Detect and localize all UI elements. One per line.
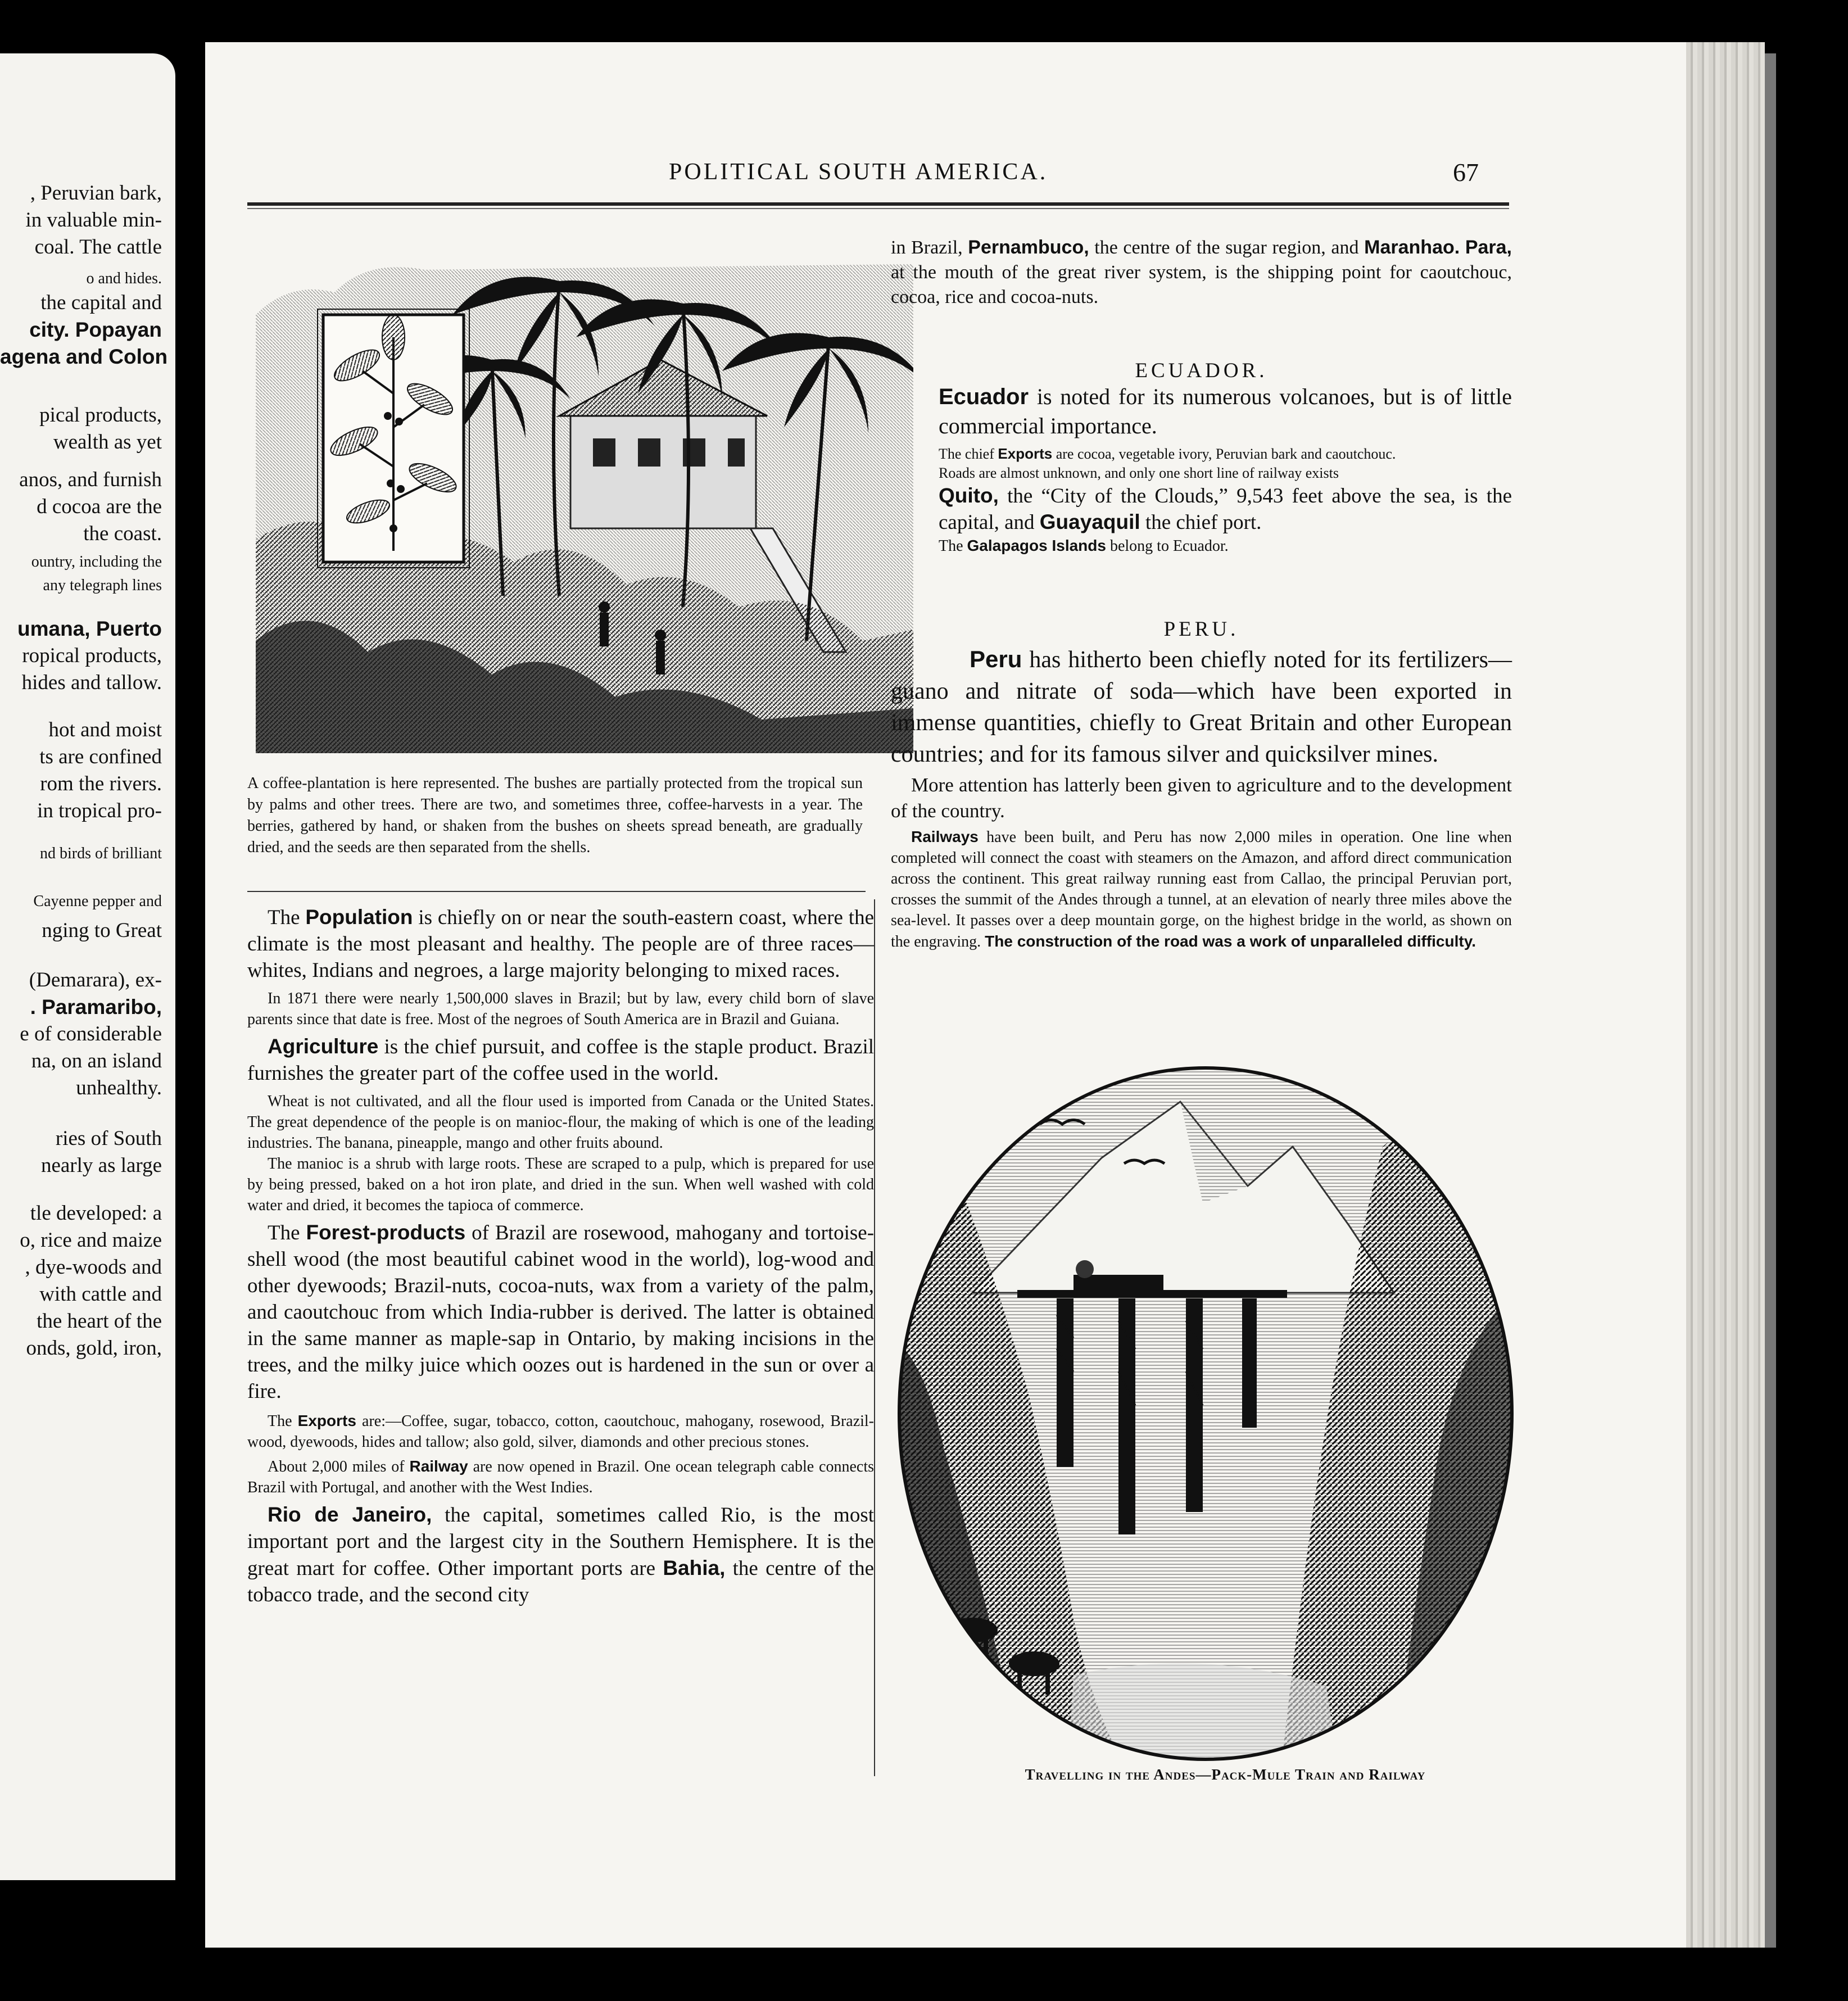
para-heading: Para, [1465,237,1512,258]
brazil-ports-paragraph [891,235,1512,310]
left-page-fragment: nd birds of brilliant [40,845,162,862]
forest-heading: Forest-products [306,1221,466,1244]
left-page-fragment: the coast. [83,522,162,545]
peru-title: PERU. [1163,618,1239,641]
ecuador-title: ECUADOR. [1135,359,1268,382]
left-page-fragment: nearly as large [40,1154,162,1177]
left-page-fragment: ropical products, [22,644,162,667]
left-page-fragment: (Demarara), ex- [29,968,162,992]
left-page-fragment: tle developed: a [30,1202,162,1225]
quito-text: the “City of the Clouds,” 9,543 feet above the sea, is the capital, and [939,485,1512,534]
peru-railways-conclusion: The construction of the road was a work of unparalleled difficulty. [985,932,1476,950]
galapagos-heading: Galapagos Islands [967,537,1106,554]
left-page-fragment: d cocoa are the [37,495,162,518]
ecuador-exports [939,444,1512,464]
exports-lead: The [268,1413,292,1430]
coffee-caption: A coffee-plantation is here represented. The bushes are partially protected from the tropical sun by palms and other trees. There are two, and sometimes three, coffee-harvests in a year. The berries, gathered by hand, or shaken from the bushes on sheets spread beneath, are gradually dried, and the seeds are then separated from the shells. [247,775,863,856]
railway-text: are now opened in Brazil. One ocean telegraph cable connects Brazil with Portugal, and another with the West Indies. [247,1458,874,1496]
header-rule [247,202,1509,206]
andes-engraving [888,1057,1523,1765]
quito-paragraph [939,483,1512,536]
left-page-fragment: coal. The cattle [34,236,162,259]
peru-railways-heading: Railways [911,828,979,845]
book-cover-edge [1765,53,1776,1948]
left-page-fragment: agena and Colon [0,345,168,368]
left-page-fragment: . Paramaribo, [30,995,162,1018]
railway-lead: About 2,000 miles of [268,1458,405,1475]
pernambuco-heading: Pernambuco, [968,237,1089,258]
left-page-fragment: city. Popayan [29,318,162,341]
left-text-column [247,904,874,1608]
agriculture-heading: Agriculture [268,1035,379,1058]
ecuador-exports-lead: The chief [939,446,994,462]
forest-lead: The [268,1221,300,1244]
page-number: 67 [1453,158,1479,187]
left-page-fragment: in valuable min- [25,209,162,232]
peru-agriculture: More attention has latterly been given to agriculture and to the development of the country. [891,774,1512,822]
quito-heading: Quito, [939,484,999,507]
running-head: POLITICAL SOUTH AMERICA. [669,159,1048,185]
galapagos-lead: The [939,537,963,555]
ecuador-text: is noted for its numerous volcanoes, but is of little commercial importance. [939,384,1512,438]
left-page-fragment: the heart of the [37,1310,162,1333]
left-page-fragment: unhealthy. [76,1076,162,1099]
manioc-note: The manioc is a shrub with large roots. These are scraped to a pulp, which is prepared for use by being pressed, baked on a hot iron plate, and dried in the sun. When well washed with cold water and dried, it becomes the tapioca of commerce. [247,1155,874,1214]
peru-railways [891,826,1512,952]
brazil-cont-c: the centre of the sugar region, and [1094,237,1359,258]
railway-heading: Railway [409,1457,468,1475]
agriculture-paragraph [247,1033,874,1086]
left-page-fragment: with cattle and [39,1283,162,1306]
rio-paragraph [247,1501,874,1608]
left-page-fragment: nging to Great [42,919,162,942]
ecuador-exports-heading: Exports [998,445,1053,462]
left-page-fragment: na, on an island [31,1049,162,1072]
bahia-text: the centre of the tobacco trade, and the second city [247,1557,875,1606]
exports-text: are:—Coffee, sugar, tobacco, cotton, caoutchouc, mahogany, rosewood, Brazil-wood, dyewoods, hides and tallow; also gold, silver, diamonds and other precious stones. [247,1413,875,1451]
left-page-fragment: umana, Puerto [17,617,162,640]
galapagos-note [939,536,1512,556]
left-page-fragment: hot and moist [48,718,162,741]
left-page-fragment: , dye-woods and [25,1256,162,1279]
wheat-note: Wheat is not cultivated, and all the flour used is imported from Canada or the United States. The great dependence of the people is on manioc-flour, the making of which is one of the leading industries. The banana, pineapple, mango and other fruits abound. [247,1093,874,1152]
brazil-cont-a: in Brazil, [891,237,963,258]
left-page-fragment: rom the rivers. [40,772,162,795]
peru-section [891,644,1512,952]
ecuador-section [939,382,1512,556]
maranhao-heading: Maranhao. [1364,237,1460,258]
peru-paragraph [891,644,1512,770]
andes-caption: Travelling in the Andes—Pack-Mule Train and Railway [1025,1766,1426,1783]
left-page-fragment: ountry, including the [31,553,162,571]
rio-text: the capital, sometimes called Rio, is the most important port and the largest city in the Southern Hemisphere. It is the great mart for coffee. Other important ports are [247,1504,875,1580]
forest-text: of Brazil are rosewood, mahogany and tortoise-shell wood (the most beautiful cabinet wood in the world), log-wood and other dyewoods; Brazil-nuts, cocoa-nuts, wax from a variety of the palm, and caoutchouc from which India-rubber is derived. The latter is obtained in the same manner as maple-sap in Ontario, by making incisions in the trees, and the milky juice which oozes out is hardened in the sun or over a fire. [247,1221,875,1403]
andes-railway-illustration [888,1057,1523,1765]
bahia-heading: Bahia, [663,1556,726,1579]
peru-heading: Peru [970,646,1022,672]
peru-railways-text: have been built, and Peru has now 2,000 miles in operation. One line when completed will connect the coast with steamers on the Amazon, and afford direct communication across the continent. This great railway running east from Callao, the principal Peruvian port, crosses the summit of the Andes through a tunnel, at an elevation of nearly three miles above the sea-level. It passes over a deep mountain gorge, on the highest bridge in the world, as shown on the engraving. [891,829,1512,950]
exports-note [247,1410,874,1452]
peru-text: has hitherto been chiefly noted for its fertilizers—guano and nitrate of soda—which have been exported in immense quantities, chiefly to Great Britain and other European countries; and for its famous silver and quicksilver mines. [891,647,1512,767]
guayaquil-heading: Guayaquil [1039,510,1140,533]
guayaquil-text: the chief port. [1145,511,1262,534]
page-edges [1686,42,1765,1948]
left-page-fragment: pical products, [39,404,162,427]
left-page-fragment: the capital and [40,291,162,314]
left-page-fragment: o, rice and maize [20,1229,162,1252]
left-page-fragment: o and hides. [86,270,162,287]
column-rule [874,899,875,1776]
left-page-fragment: hides and tallow. [21,671,162,694]
galapagos-text: belong to Ecuador. [1109,537,1229,555]
brazil-cont-f: at the mouth of the great river system, is the shipping point for caoutchouc, cocoa, rice and cocoa-nuts. [891,262,1512,307]
right-text-column [891,235,1512,310]
left-page-fragment: in tropical pro- [37,799,162,822]
left-page-fragment: Cayenne pepper and [33,893,162,910]
left-page-fragment: e of considerable [20,1022,162,1045]
ecuador-heading: Ecuador [939,384,1029,409]
caption-divider [247,891,866,892]
exports-heading: Exports [297,1412,356,1429]
population-lead: The [268,906,300,929]
left-page-fragment: , Peruvian bark, [30,182,162,205]
left-page-fragment: wealth as yet [53,431,162,454]
forest-paragraph [247,1219,874,1405]
population-heading: Population [305,906,413,929]
left-page-fragment: ries of South [55,1127,162,1150]
ecuador-exports-text: are cocoa, vegetable ivory, Peruvian bark and caoutchouc. [1056,446,1396,462]
rio-heading: Rio de Janeiro, [268,1503,432,1526]
coffee-plantation-engraving [256,247,913,753]
left-page-fragment: onds, gold, iron, [26,1337,162,1360]
slaves-note: In 1871 there were nearly 1,500,000 slaves in Brazil; but by law, every child born of slave parents since that date is free. Most of the negroes of South America are in Brazil and Guiana. [247,990,874,1028]
agriculture-text: is the chief pursuit, and coffee is the staple product. Brazil furnishes the greater part of the coffee used in the world. [247,1035,875,1085]
left-page-fragment: ts are confined [39,745,162,768]
coffee-plantation-illustration [256,247,913,753]
left-page-fragment: any telegraph lines [43,577,162,594]
population-paragraph [247,904,874,984]
population-text: is chiefly on or near the south-eastern coast, where the climate is the most pleasant and healthy. The people are of three races—whites, Indians and negroes, a large majority belonging to mixed races. [247,906,874,982]
left-page [0,53,175,1880]
ecuador-roads: Roads are almost unknown, and only one short line of railway exists [939,465,1339,481]
left-page-fragment: anos, and furnish [19,468,162,491]
ecuador-paragraph [939,382,1512,441]
header-rule-thin [247,208,1509,209]
railway-note [247,1456,874,1498]
